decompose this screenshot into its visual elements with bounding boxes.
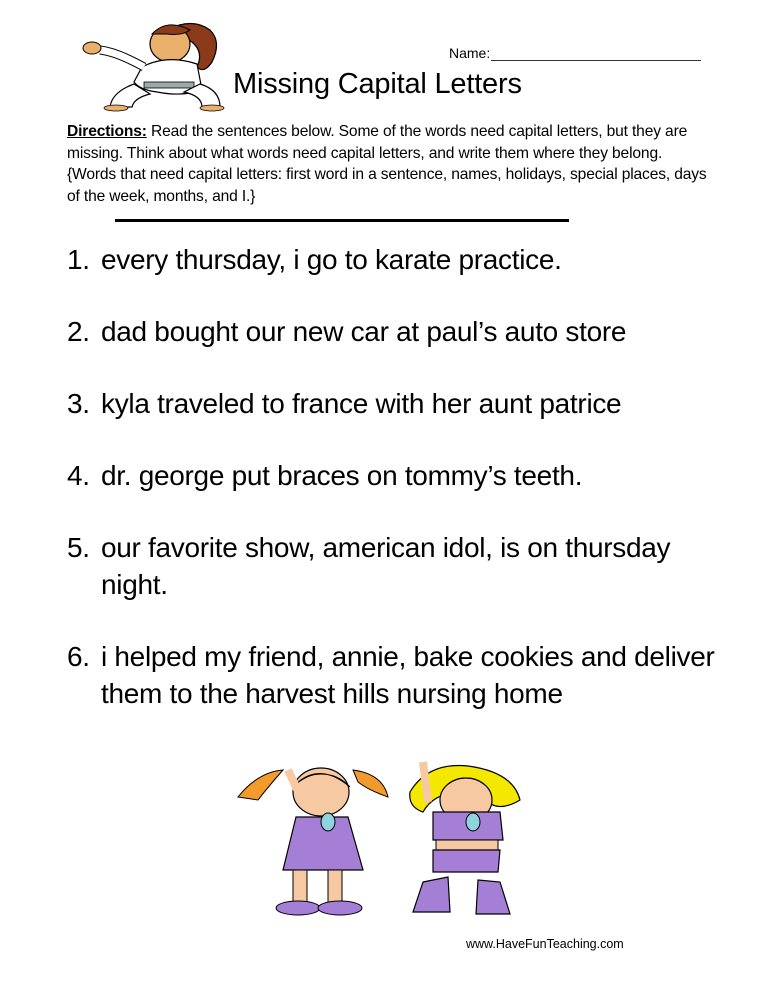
question-number: 4. <box>67 460 90 491</box>
question-number: 3. <box>67 388 90 419</box>
question-text: every thursday, i go to karate practice. <box>101 244 562 275</box>
singing-girls-illustration <box>228 752 538 922</box>
question-item <box>67 385 727 422</box>
karate-girl-illustration <box>72 12 232 112</box>
name-label: Name: <box>449 45 491 61</box>
question-text: i helped my friend, annie, bake cookies and deliver them to the harvest hills nursing home <box>101 641 715 709</box>
directions-text: Read the sentences below. Some of the words need capital letters, but they are missing. Think about what words need capital letters, and write them where they belong. {Words that need capital letters: first word in a sentence, names, holidays, special places, days of the week, months, and I.} <box>67 123 707 205</box>
question-number: 5. <box>67 532 90 563</box>
section-divider <box>115 219 569 222</box>
question-item <box>67 638 727 712</box>
question-number: 1. <box>67 244 90 275</box>
question-text: dad bought our new car at paul’s auto store <box>101 316 627 347</box>
directions-paragraph <box>67 121 707 207</box>
question-item <box>67 457 727 494</box>
question-list <box>67 241 727 747</box>
name-field[interactable] <box>449 45 701 61</box>
footer-website-link[interactable]: www.HaveFunTeaching.com <box>466 937 624 951</box>
question-item <box>67 313 727 350</box>
question-text: dr. george put braces on tommy’s teeth. <box>101 460 583 491</box>
question-number: 2. <box>67 316 90 347</box>
question-item <box>67 529 727 603</box>
name-blank-line[interactable] <box>491 47 701 61</box>
directions-label: Directions: <box>67 123 147 140</box>
question-number: 6. <box>67 641 90 672</box>
worksheet-title: Missing Capital Letters <box>233 68 522 100</box>
question-item <box>67 241 727 278</box>
question-text: kyla traveled to france with her aunt patrice <box>101 388 622 419</box>
question-text: our favorite show, american idol, is on thursday night. <box>101 532 671 600</box>
